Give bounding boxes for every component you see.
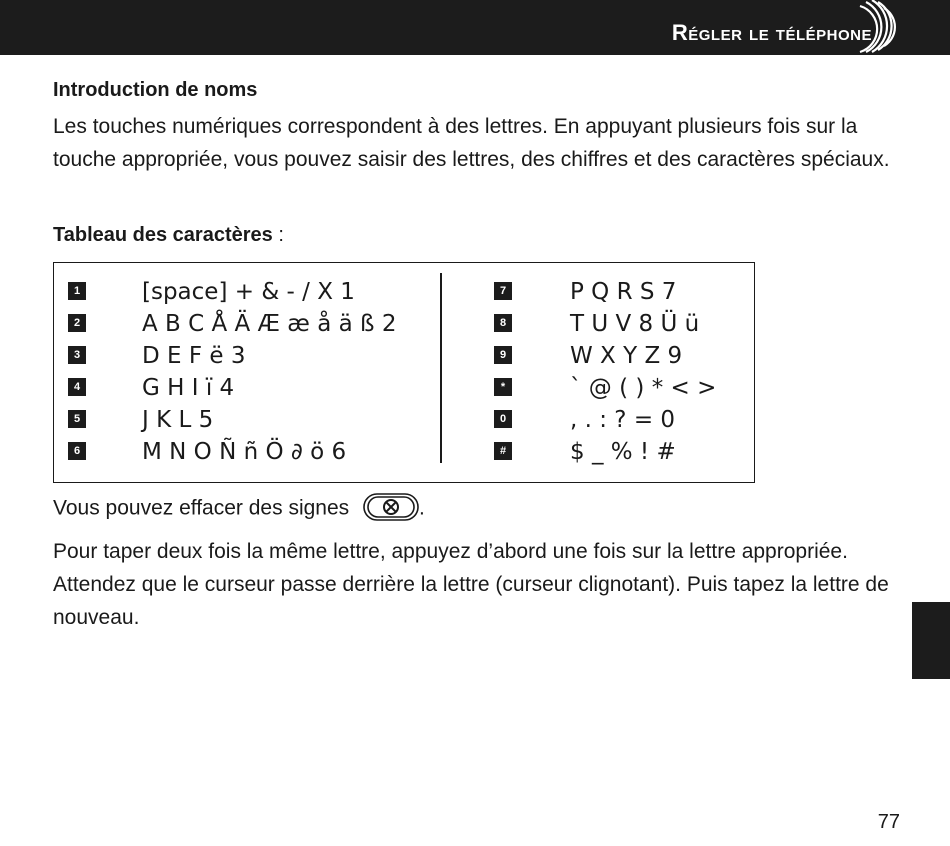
key-8-chars: T U V 8 Ü ü xyxy=(570,311,700,337)
key-0-chars: , . : ? = 0 xyxy=(570,407,676,433)
clear-key-icon xyxy=(363,493,419,521)
key-4-icon: 4 xyxy=(68,378,86,396)
key-9-chars: W X Y Z 9 xyxy=(570,343,683,369)
intro-paragraph: Les touches numériques correspondent à des lettres. En appuyant plusieurs fois sur la touche appropriée, vous pouvez saisir des lettres, des chiffres et des caractères spéciaux. xyxy=(53,115,890,171)
key-5-icon: 5 xyxy=(68,410,86,428)
key-hash-chars: $ _ % ! # xyxy=(570,439,676,465)
concentric-arcs-icon xyxy=(844,0,904,55)
page-number: 77 xyxy=(877,811,900,833)
key-7-icon: 7 xyxy=(494,282,512,300)
key-8-icon: 8 xyxy=(494,314,512,332)
character-table xyxy=(53,262,755,483)
key-9-icon: 9 xyxy=(494,346,512,364)
key-3-chars: D E F ë 3 xyxy=(142,343,246,369)
key-7-chars: P Q R S 7 xyxy=(570,279,677,305)
key-6-chars: M N O Ñ ñ Ö ∂ ö 6 xyxy=(142,439,347,465)
table-heading-suffix: : xyxy=(272,224,284,246)
erase-line xyxy=(53,495,425,523)
key-4-chars: G H I ï 4 xyxy=(142,375,235,401)
table-divider xyxy=(440,273,442,463)
key-star-chars: ` @ ( ) * < > xyxy=(570,375,717,401)
key-0-icon: 0 xyxy=(494,410,512,428)
erase-suffix: . xyxy=(419,496,425,520)
erase-text: Vous pouvez effacer des signes xyxy=(53,496,350,520)
key-1-chars: [space] + & - / X 1 xyxy=(142,279,355,305)
section-heading: Introduction de noms xyxy=(53,79,258,101)
key-3-icon: 3 xyxy=(68,346,86,364)
double-letter-paragraph: Pour taper deux fois la même lettre, appuyez d’abord une fois sur la lettre appropriée. Attendez que le curseur passe derrière la lettre (curseur clignotant). Puis tapez la lettre de nouveau. xyxy=(53,540,889,629)
key-1-icon: 1 xyxy=(68,282,86,300)
key-5-chars: J K L 5 xyxy=(142,407,214,433)
key-hash-icon: # xyxy=(494,442,512,460)
header-bar xyxy=(0,0,950,55)
key-6-icon: 6 xyxy=(68,442,86,460)
key-star-icon: * xyxy=(494,378,512,396)
table-heading xyxy=(53,224,284,247)
key-2-icon: 2 xyxy=(68,314,86,332)
key-2-chars: A B C Å Ä Æ æ å ä ß 2 xyxy=(142,311,397,337)
chapter-title: Régler le téléphone xyxy=(671,20,872,45)
table-heading-label: Tableau des caractères xyxy=(53,224,273,246)
